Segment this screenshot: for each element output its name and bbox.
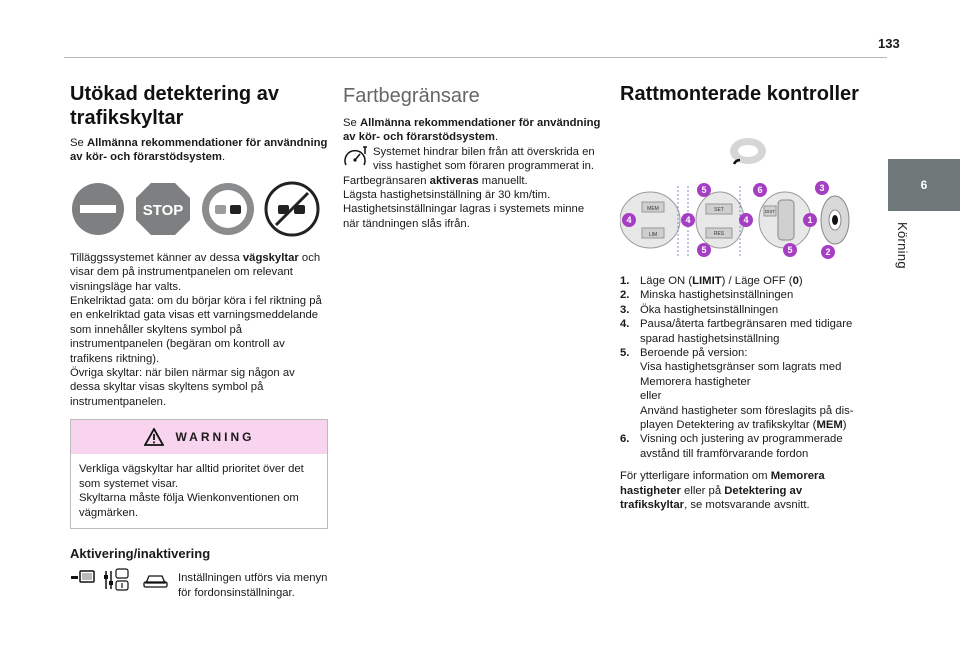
marker-3 (815, 181, 829, 195)
no-entry-sign (70, 181, 126, 237)
list-item (620, 288, 870, 302)
label-mem: MEM (647, 206, 659, 212)
svg-text:5: 5 (701, 185, 707, 195)
list-item (620, 317, 870, 346)
chapter-title: Körning (895, 222, 910, 269)
see-reference: Se Allmänna rekommendationer för användning av kör- och förarstödsystem. (343, 117, 601, 144)
marker-4-right (739, 213, 753, 227)
list-item (620, 303, 870, 317)
warning-box (70, 419, 328, 529)
marker-5-bottom-right (783, 243, 797, 257)
speed-limiter-icon (343, 145, 369, 169)
activation-heading: Aktivering/inaktivering (70, 545, 211, 561)
list-item-text: Läge ON (LIMIT) / Läge OFF (0) (640, 275, 803, 287)
svg-text:5: 5 (787, 245, 793, 255)
stop-sign-text: STOP (142, 201, 184, 219)
chapter-tab[interactable]: 6 (888, 159, 960, 211)
list-item-number: 5. (620, 347, 630, 360)
column-speed-limiter (343, 82, 603, 231)
svg-text:4: 4 (626, 215, 632, 225)
marker-5-bottom-left (697, 243, 711, 257)
reference-link[interactable]: Allmänna rekommendationer för användning av kör- och förarstödsystem (343, 117, 601, 144)
marker-2 (821, 245, 835, 259)
svg-text:4: 4 (743, 215, 749, 225)
limiter-knob (821, 196, 849, 244)
marker-6 (753, 183, 767, 197)
list-item-text: Visning och justering av programmerade avstånd till framförvarande fordon (640, 433, 843, 460)
touchscreen-icon (71, 571, 94, 582)
marker-4-middle (681, 213, 695, 227)
warning-body: Verkliga vägskyltar har alltid prioritet över det som systemet visar. Skyltarna måste följa Wienkonventionen om vägmärken. (79, 463, 304, 519)
marker-5-top (697, 183, 711, 197)
activation-text: Inställningen utförs via menyn för fordonsinställningar. (178, 572, 328, 599)
list-item-number: 4. (620, 318, 630, 331)
list-item-number: 1. (620, 275, 630, 287)
list-item-number: 3. (620, 303, 630, 316)
settings-icon (104, 569, 128, 590)
footer-paragraph: För ytterligare information om Memorera hastigheter eller på Detektering av trafikskyltar, se motsvarande avsnitt. (620, 470, 825, 512)
settings-icons (70, 567, 170, 593)
column-traffic-signs (70, 82, 328, 600)
stop-sign (134, 181, 192, 237)
car-icon (144, 576, 167, 587)
svg-text:3: 3 (819, 183, 825, 193)
label-set: SET (714, 207, 724, 213)
warning-triangle-icon (144, 428, 164, 446)
list-item-text: Minska hastighetsinställningen (640, 289, 794, 302)
list-item (620, 432, 870, 461)
middle-control-pod (696, 192, 744, 248)
svg-text:5: 5 (701, 245, 707, 255)
steering-controls-diagram (620, 176, 850, 266)
traffic-sign-row (70, 181, 328, 237)
end-no-overtaking-sign (264, 181, 320, 237)
svg-text:2: 2 (825, 247, 831, 257)
marker-4-left (622, 213, 636, 227)
section-heading-speed-limiter: Fartbegränsare (343, 85, 480, 107)
column-steering-controls (620, 82, 870, 513)
list-item-number: 2. (620, 289, 630, 302)
list-item-number: 6. (620, 433, 630, 446)
paragraph-signs: Tilläggssystemet känner av dessa vägskyltar och visar dem på instrumentpanelen om relevant visningsläge har valts. Enkelriktad gata: om du börjar köra i fel riktning på en enkelriktad gata visas ett varningsmeddelande som innehåller skyltens symbol på instrumentpanelen (begäran om kontroll av trafikens riktning). Övriga skyltar: när bilen närmar sig någon av dessa skyltar visas skyltens symbol på instrumentpanelen. (70, 251, 322, 408)
marker-1 (803, 213, 817, 227)
svg-text:1: 1 (807, 215, 813, 225)
label-lim: LIM (648, 232, 658, 238)
svg-text:4: 4 (685, 215, 691, 225)
warning-title: WARNING (175, 430, 255, 445)
controls-list (620, 274, 870, 461)
label-res: RES (713, 231, 725, 237)
see-reference: Se Allmänna rekommendationer för användning av kör- och förarstödsystem. (70, 137, 328, 164)
list-item (620, 346, 870, 432)
top-divider (64, 57, 887, 58)
steering-wheel-icon (728, 136, 768, 170)
list-item (620, 274, 870, 288)
page-number: 133 (878, 36, 900, 51)
label-dist: DIST (764, 209, 776, 214)
list-item-text: Beroende på version: Visa hastighetsgränser som lagrats med Memorera hastigheter eller Använd hastigheter som föreslagits på dis-playen Detektering av trafikskyltar (MEM) (640, 347, 854, 432)
section-heading-traffic-signs: Utökad detektering av trafikskyltar (70, 83, 279, 129)
limiter-intro: Systemet hindrar bilen från att överskrida en viss hastighet som föraren programmerat in. Fartbegränsaren aktiveras manuellt. Lägsta hastighetsinställning är 30 km/tim. Hastighetsinställningar lagras i systemets minne när tändningen slås ifrån. (343, 145, 595, 230)
svg-text:6: 6 (757, 185, 763, 195)
reference-link[interactable]: Allmänna rekommendationer för användning av kör- och förarstödsystem (70, 137, 328, 164)
no-overtaking-sign (200, 181, 256, 237)
section-heading-steering-controls: Rattmonterade kontroller (620, 83, 859, 105)
list-item-text: Öka hastighetsinställningen (640, 303, 779, 316)
warning-header (71, 420, 327, 454)
list-item-text: Pausa/återta fartbegränsaren med tidigare sparad hastighetsinställning (640, 318, 853, 345)
